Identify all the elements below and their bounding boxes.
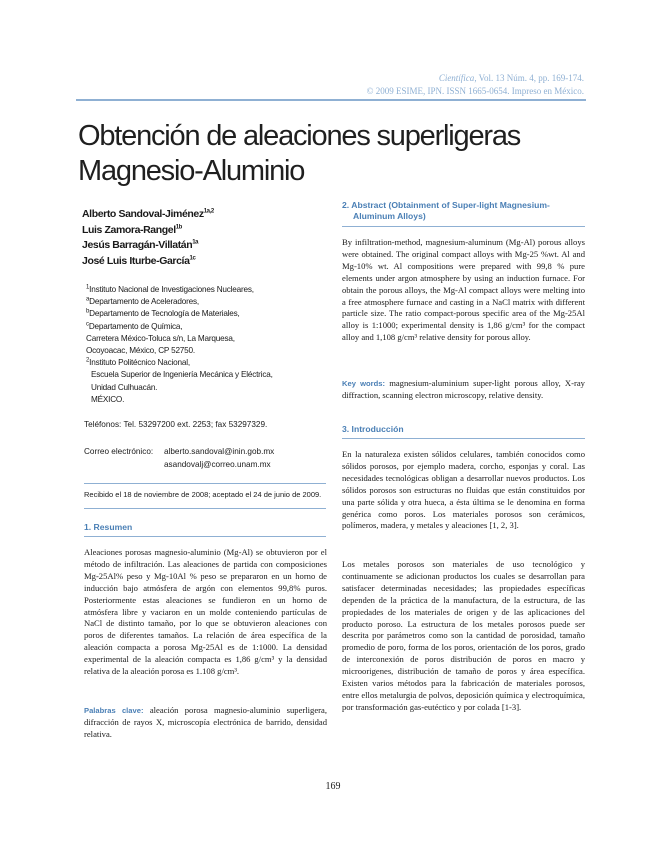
- journal-header: [318, 72, 584, 98]
- divider: [84, 536, 326, 537]
- affiliation-line: MÉXICO.: [91, 394, 125, 404]
- abstract-text: By infiltration-method, magnesium-aluminum (Mg-Al) porous alloys were obtained. The original compact alloys with Mg-25 %wt. Al and Mg-10% wt. Al compositions were prepared with 99,8 % pure elements under argon atmosphere by using an induction furnace. For obtain the porous alloys, the Mg-Al compact alloys were melting into a free atmosphere furnace and casting in a NaCl matrix with different particle size. The ratio compact-porous specific area of the Mg-25Al alloy is 1:1000; experimental density is 1,86 g/cm³ for the compact alloy and 1,108 g/cm³ relative density for porous alloy.: [342, 237, 585, 343]
- affiliation-line: $^1$Instituto Nacional de Investigaciones Nucleares,: [86, 284, 254, 294]
- affiliation-line: Carretera México-Toluca s/n, La Marquesa,: [86, 333, 235, 343]
- resumen-keywords: [84, 705, 327, 741]
- intro-paragraph-1: En la naturaleza existen sólidos celulares, también conocidos como sólidos porosos, por ejemplo madera, corcho, esponjas y coral. Las necesidades tecnológicas obligan a desarrollar nuevos productos. Los sólidos porosos son estructuras no fluidas que están constituidos por una parte sólida y otra hueca, a ésta última se le denomina en forma genérica como poros. Los materiales porosos son cerámicos, polímeros, madera, y metales y aleaciones [1, 2, 3].: [342, 449, 585, 531]
- received-date: Recibido el 18 de noviembre de 2008; aceptado el 24 de junio de 2009.: [84, 490, 322, 499]
- email-link[interactable]: asandovalj@correo.unam.mx: [164, 460, 271, 469]
- intro-paragraph-2: Los metales porosos son materiales de uso tecnológico y continuamente se adicionan productos los cuales se desarrollan para satisfacer determinadas necesidades; las propiedades específicas dependen de la práctica de la manufactura, de la estructura, de las propiedades de los materiales de origen y de las aplicaciones del producto poroso. La estructura de los metales porosos puede ser descrita por parámetros como son la cantidad de porosidad, tamaño promedio de poro, forma de los poros, orientación de los poros, grado de interconexión de poros distribución de poros en macro y microorigenes, distribución de tamaño de poros y área específica. Existen varios métodos para la fabricación de materiales porosos, entre ellos metalurgia de polvos, deposición química y electroquímica, por transformación gas-eutéctico y por colada [1-3].: [342, 559, 585, 712]
- keywords-text: magnesium-aluminium super-light porous alloy, X-ray diffraction, scanning electron microscopy, relative density.: [342, 378, 585, 400]
- keywords-label: Palabras clave:: [84, 706, 144, 715]
- section-heading-introduccion: 3. Introducción: [342, 424, 404, 434]
- divider: [342, 438, 585, 439]
- title-line-2: Magnesio-Aluminio: [78, 155, 305, 187]
- resumen-text: Aleaciones porosas magnesio-aluminio (Mg-Al) se obtuvieron por el método de infiltración. Las aleaciones de partida con composiciones Mg-25Al% peso y Mg-10Al % peso se prepararon en un horno de inducción bajo atmósfera de argón con elementos 99,8% puros. Posteriormente estas aleaciones se fundieron en un horno de atmósfera libre y vaciaron en un molde conteniendo partículas de NaCl de distinto tamaño, por lo que se obtuvieron aleaciones con poros de diferentes tamaños. La relación de área específica de la aleación compacta a porosa Mg-25Al es de 1:1000. La densidad experimental de la aleación compacta es 1,86 g/cm³ y la densidad relativa de la aleación porosa es 1.108 g/cm³.: [84, 547, 327, 677]
- divider: [342, 226, 585, 227]
- affiliation-line: Ocoyoacac, México, CP 52750.: [86, 346, 195, 356]
- affiliation-line: $^a$Departamento de Aceleradores,: [86, 296, 199, 307]
- author: Alberto Sandoval-Jiménez$^{1a,2}$: [82, 208, 214, 220]
- section-heading-resumen: 1. Resumen: [84, 522, 133, 532]
- affiliation-line: $^2$Instituto Politécnico Nacional,: [86, 357, 190, 368]
- keywords-label: Key words:: [342, 379, 385, 388]
- page-number: 169: [325, 781, 341, 792]
- author: Luis Zamora-Rangel$^{1b}$: [82, 223, 182, 236]
- title-line-1: Obtención de aleaciones superligeras: [78, 120, 521, 152]
- author: Jesús Barragán-Villatán$^{1a}$: [82, 239, 199, 251]
- journal-issn: © 2009 ESIME, IPN. ISSN 1665-0654. Impreso en México.: [366, 86, 584, 96]
- affiliations: [86, 284, 273, 406]
- email-link[interactable]: alberto.sandoval@inin.gob.mx: [164, 447, 275, 456]
- author: José Luis Iturbe-García$^{1c}$: [82, 254, 196, 267]
- affiliation-line: Escuela Superior de Ingeniería Mecánica y Eléctrica,: [91, 370, 273, 380]
- keywords-text: aleación porosa magnesio-aluminio superligera, difracción de rayos X, microscopía electrónica de barrido, densidad relativa.: [84, 705, 327, 739]
- divider: [84, 508, 326, 509]
- email-label: Correo electrónico:: [84, 447, 154, 456]
- author-list: [82, 207, 214, 269]
- journal-volume: , Vol. 13 Núm. 4, pp. 169-174.: [474, 73, 584, 83]
- section-heading-abstract: 2. Abstract (Obtainment of Super-light Magnesium- Aluminum Alloys): [342, 200, 550, 221]
- paper-title: [78, 119, 538, 189]
- header-rule: [76, 99, 586, 101]
- divider: [84, 483, 326, 484]
- phone-numbers: Teléfonos: Tel. 53297200 ext. 2253; fax 53297329.: [84, 420, 268, 429]
- affiliation-line: $^b$Departamento de Tecnología de Materiales,: [86, 308, 240, 319]
- affiliation-line: Unidad Culhuacán.: [91, 382, 158, 392]
- journal-name: Científica: [438, 73, 475, 83]
- affiliation-line: $^c$Departamento de Química,: [86, 320, 183, 331]
- abstract-keywords: [342, 378, 585, 402]
